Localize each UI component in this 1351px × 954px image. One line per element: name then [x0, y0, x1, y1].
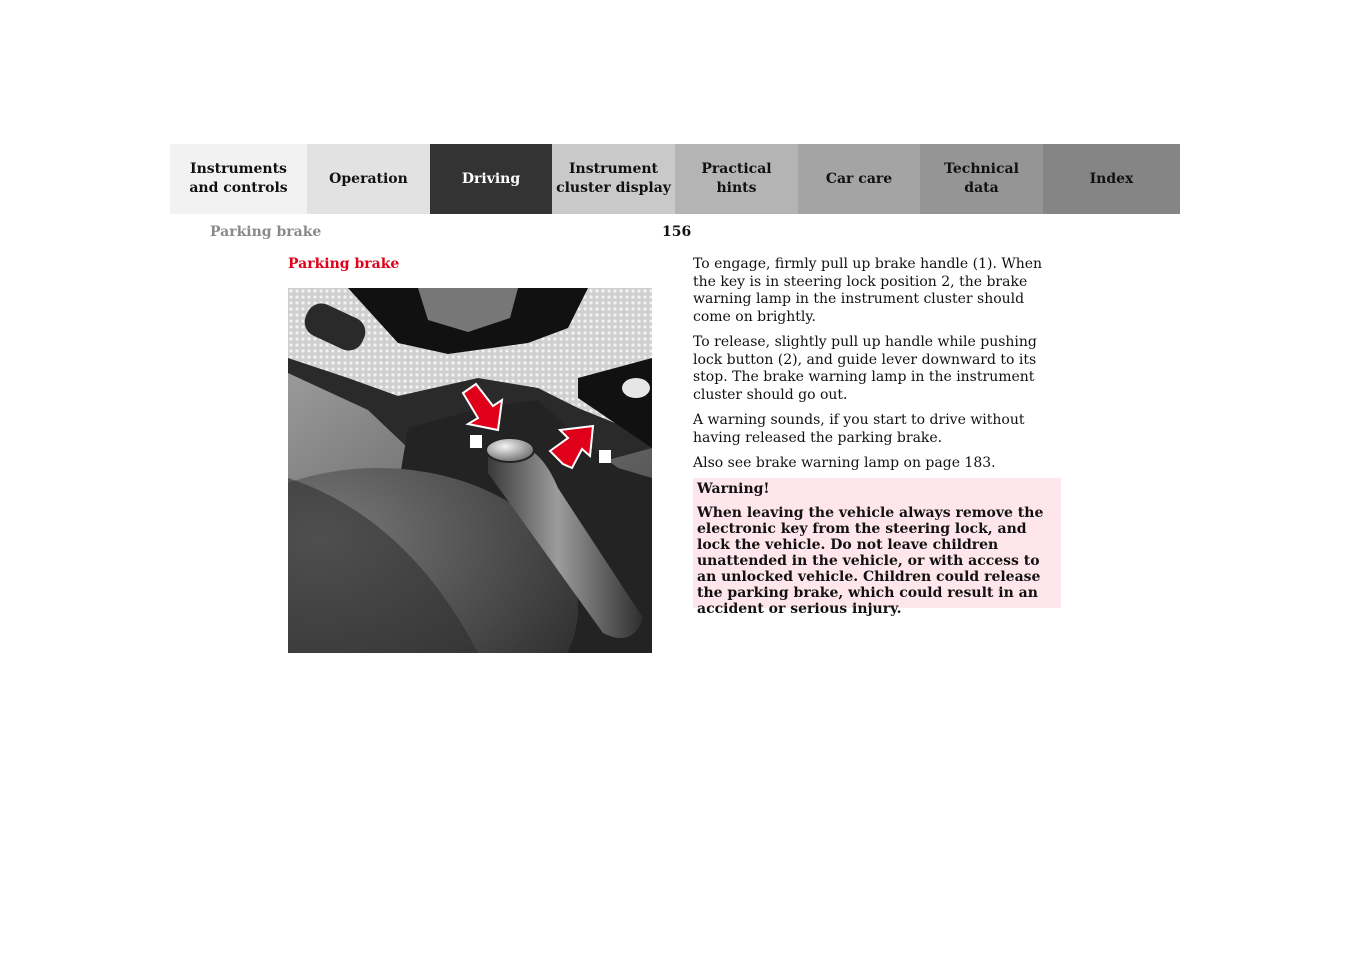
callout-2-marker — [470, 435, 482, 448]
tab-label: Instrument cluster display — [556, 161, 671, 196]
section-title: Parking brake — [288, 256, 400, 272]
warning-title: Warning! — [697, 481, 770, 497]
paragraph-warning-sound: A warning sounds, if you start to drive without having released the parking brake. — [693, 412, 1025, 446]
tab-label: Practical hints — [701, 161, 772, 196]
tab-driving[interactable] — [430, 144, 552, 214]
tab-label: Operation — [329, 170, 408, 187]
tab-operation[interactable] — [307, 144, 430, 214]
tab-label: Driving — [461, 170, 521, 187]
instructions — [693, 256, 1063, 481]
tab-label: Instruments and controls — [189, 161, 288, 196]
tab-instruments-and-controls[interactable] — [170, 144, 307, 214]
page-number: 156 — [662, 224, 692, 240]
paragraph-see-also: Also see brake warning lamp on page 183. — [693, 455, 996, 471]
warning-box — [693, 478, 1061, 617]
breadcrumb: Parking brake — [210, 224, 322, 240]
paragraph-engage: To engage, firmly pull up brake handle (1). When the key is in steering lock position 2, the brake warning lamp in the instrument cluster should come on brightly. — [693, 256, 1043, 325]
tab-label: Technical data — [944, 161, 1019, 196]
parking-brake-illustration — [288, 288, 652, 653]
tab-practical-hints[interactable] — [675, 144, 798, 214]
tab-instrument-cluster-display[interactable] — [552, 144, 675, 214]
tab-label: Index — [1089, 170, 1134, 187]
tab-car-care[interactable] — [798, 144, 920, 214]
chapter-nav — [170, 144, 1180, 214]
warning-text: When leaving the vehicle always remove the electronic key from the steering lock, and lock the vehicle. Do not leave children unattended in the vehicle, or with access to an unlocked vehicle. Children could release the parking brake, which could result in an accident or serious injury. — [697, 505, 1044, 617]
tab-label: Car care — [825, 170, 893, 187]
callout-1-marker — [599, 450, 611, 463]
paragraph-release: To release, slightly pull up handle while pushing lock button (2), and guide lever downward to its stop. The brake warning lamp in the instrument cluster should go out. — [693, 334, 1037, 403]
tab-index[interactable] — [1043, 144, 1180, 214]
tab-technical-data[interactable] — [920, 144, 1043, 214]
